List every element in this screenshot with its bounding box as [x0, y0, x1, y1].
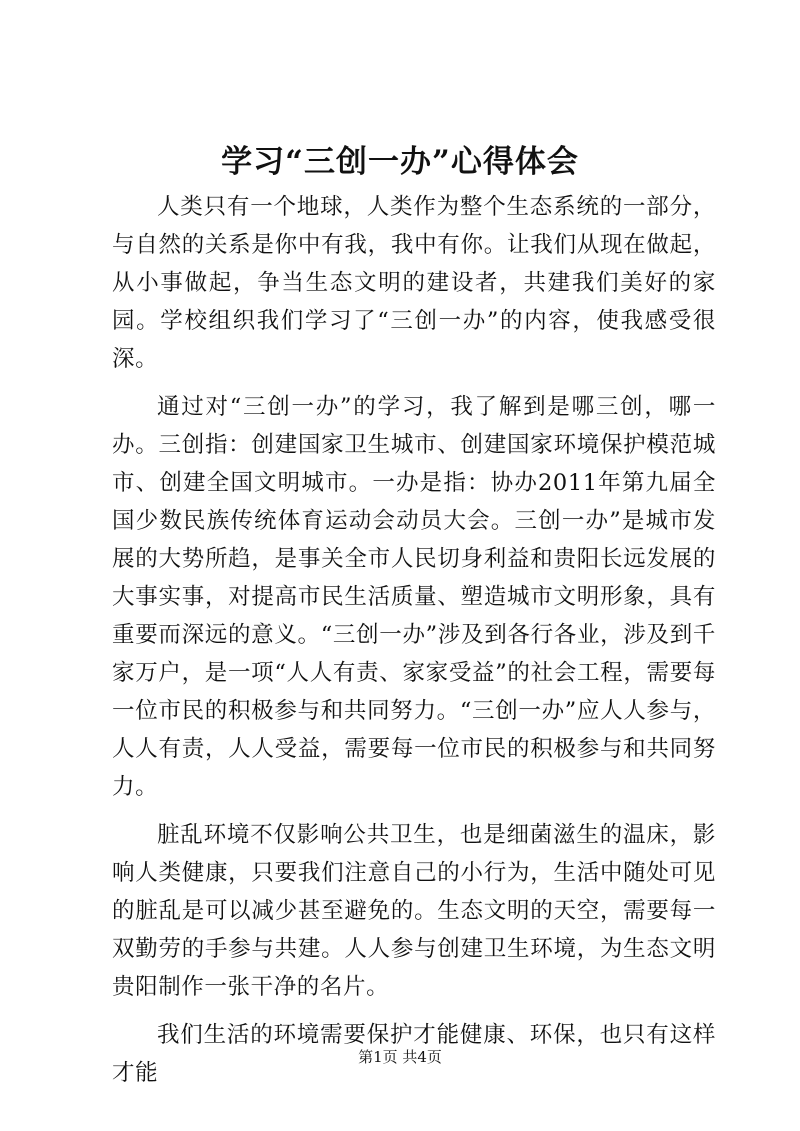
- page-number-footer: 第1页 共4页: [358, 1048, 442, 1066]
- paragraph-4: 我们生活的环境需要保护才能健康、环保，也只有这样才能: [112, 1022, 716, 1086]
- paragraph-3: 脏乱环境不仅影响公共卫生，也是细菌滋生的温床，影响人类健康，只要我们注意自己的小行为，生活中随处可见的脏乱是可以减少甚至避免的。生态文明的天空，需要每一双勤劳的手参与共建。人人参与创建卫生环境，为生态文明贵阳制作一张干净的名片。: [112, 822, 716, 1000]
- document-body: [112, 188, 716, 1092]
- paragraph-2: 通过对“三创一办”的学习，我了解到是哪三创，哪一办。三创指：创建国家卫生城市、创建国家环境保护模范城市、创建全国文明城市。一办是指：协办2011年第九届全国少数民族传统体育运动会动员大会。三创一办”是城市发展的大势所趋，是事关全市人民切身利益和贵阳长远发展的大事实事，对提高市民生活质量、塑造城市文明形象，具有重要而深远的意义。“三创一办”涉及到各行各业，涉及到千家万户，是一项“人人有责、家家受益”的社会工程，需要每一位市民的积极参与和共同努力。“三创一办”应人人参与，人人有责，人人受益，需要每一位市民的积极参与和共同努力。: [112, 394, 716, 800]
- document-title: 学习“三创一办”心得体会: [221, 144, 579, 180]
- paragraph-1: 人类只有一个地球，人类作为整个生态系统的一部分，与自然的关系是你中有我，我中有你。让我们从现在做起，从小事做起，争当生态文明的建设者，共建我们美好的家园。学校组织我们学习了“三创一办”的内容，使我感受很深。: [112, 194, 716, 372]
